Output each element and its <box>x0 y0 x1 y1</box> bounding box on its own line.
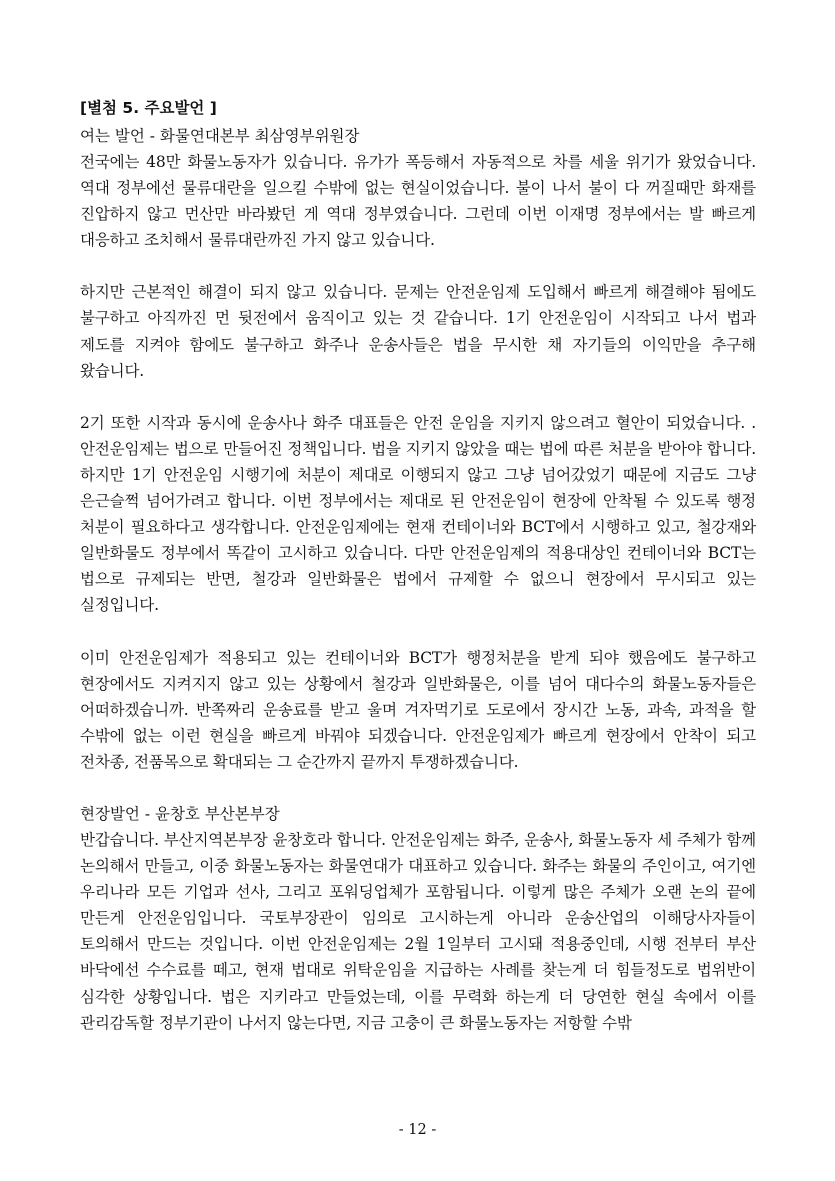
paragraph: 2기 또한 시작과 동시에 운송사나 화주 대표들은 안전 운임을 지키지 않으려고 혈안이 되었습니다. .안전운임제는 법으로 만들어진 정책입니다. 법을 지키지 않았을 때는 법에 따른 처분을 받아야 합니다. 하지만 1기 안전운임 시행기에 처분이 제대로 이행되지 않고 그냥 넘어갔었기 때문에 지금도 그냥 은근슬쩍 넘어가려고 합니다. 이번 정부에서는 제대로 된 안전운임이 현장에 안착될 수 있도록 행정 처분이 필요하다고 생각합니다. 안전운임제에는 현재 컨테이너와 BCT에서 시행하고 있고, 철강재와 일반화물도 정부에서 똑같이 고시하고 있습니다. 다만 안전운임제의 적용대상인 컨테이너와 BCT는 법으로 규제되는 반면, 철강과 일반화물은 법에서 규제할 수 없으니 현장에서 무시되고 있는 실정입니다. <box>80 413 756 615</box>
speaker-line: 여는 발언 - 화물연대본부 최삼영부위원장 <box>80 127 360 145</box>
paragraph-gap <box>80 253 756 279</box>
paragraph: 전국에는 48만 화물노동자가 있습니다. 유가가 폭등해서 자동적으로 차를 세울 위기가 왔었습니다. 역대 정부에선 물류대란을 일으킬 수밖에 없는 현실이었습니다. 불이 나서 불이 다 꺼질때만 화재를 진압하지 않고 먼산만 바라봤던 게 역대 정부였습니다. 그런데 이번 이재명 정부에서는 발 빠르게 대응하고 조치해서 물류대란까진 가지 않고 있습니다. <box>80 153 756 250</box>
document-body <box>80 96 756 1036</box>
paragraph: 하지만 근본적인 해결이 되지 않고 있습니다. 문제는 안전운임제 도입해서 빠르게 해결해야 됨에도 불구하고 아직까진 먼 뒷전에서 움직이고 있는 것 같습니다. 1기 안전운임이 시작되고 나서 법과 제도를 지켜야 함에도 불구하고 화주나 운송사들은 법을 무시한 채 자기들의 이익만을 추구해 왔습니다. <box>80 283 756 380</box>
paragraph: 이미 안전운임제가 적용되고 있는 컨테이너와 BCT가 행정처분을 받게 되야 했음에도 불구하고 현장에서도 지켜지지 않고 있는 상황에서 철강과 일반화물은, 이를 넘어 대다수의 화물노동자들은 어떠하겠습니까. 반쪽짜리 운송료를 받고 울며 겨자먹기로 도로에서 장시간 노동, 과속, 과적을 할 수밖에 없는 이런 현실을 빠르게 바꿔야 되겠습니다. 안전운임제가 빠르게 현장에서 안착이 되고 전차종, 전품목으로 확대되는 그 순간까지 끝까지 투쟁하겠습니다. <box>80 648 756 771</box>
field-speech-section <box>80 801 756 1036</box>
paragraph-gap <box>80 619 756 645</box>
opening-speech-section <box>80 123 756 775</box>
section-gap <box>80 775 756 801</box>
speaker-line: 현장발언 - 윤창호 부산본부장 <box>80 804 280 823</box>
paragraph-gap <box>80 384 756 410</box>
paragraph: 반갑습니다. 부산지역본부장 윤창호라 합니다. 안전운임제는 화주, 운송사, 화물노동자 세 주체가 함께 논의해서 만들고, 이중 화물노동자는 화물연대가 대표하고 있습니다. 화주는 화물의 주인이고, 여기엔 우리나라 모든 기업과 선사, 그리고 포워딩업체가 포함됩니다. 이렇게 많은 주체가 오랜 논의 끝에 만든게 안전운임입니다. 국토부장관이 임의로 고시하는게 아니라 운송산업의 이해당사자들이 토의해서 만드는 것입니다. 이번 안전운임제는 2월 1일부터 고시돼 적용중인데, 시행 전부터 부산 바닥에선 수수료를 떼고, 현재 법대로 위탁운임을 지급하는 사례를 찾는게 더 힘들정도로 법위반이 심각한 상황입니다. 법은 지키라고 만들었는데, 이를 무력화 하는게 더 당연한 현실 속에서 이를 관리감독할 정부기관이 나서지 않는다면, 지금 고충이 큰 화물노동자는 저항할 수밖 <box>80 830 756 1032</box>
section-heading: [별첨 5. 주요발언 ] <box>80 99 217 117</box>
page-number: - 12 - <box>398 1122 437 1138</box>
